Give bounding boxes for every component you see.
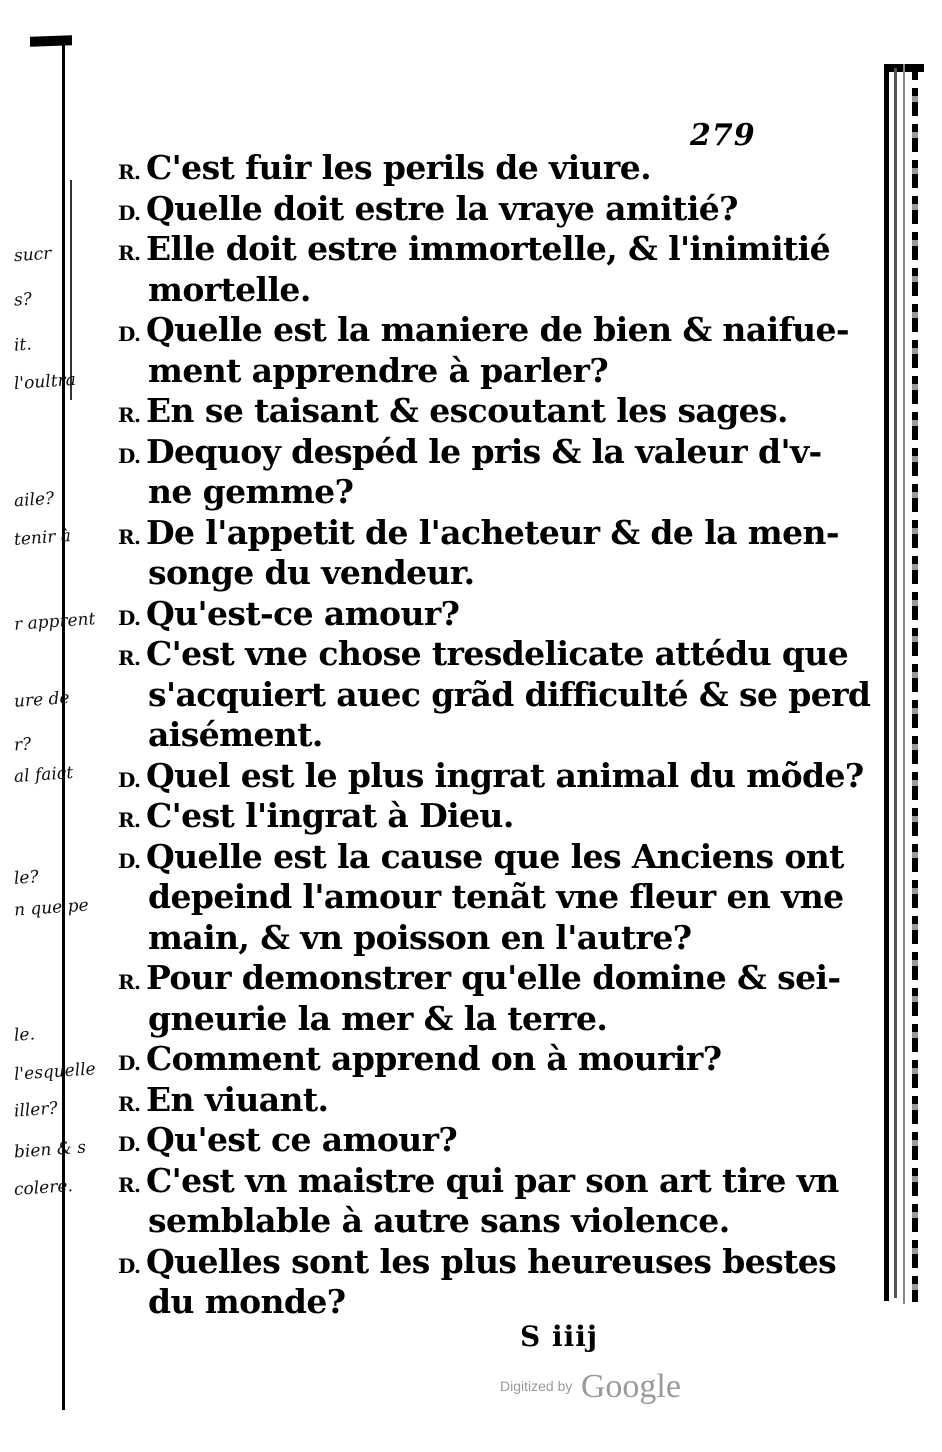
bleed-fragment: sucr [13, 243, 52, 267]
bleed-fragment: r apprent [13, 609, 97, 635]
line-text: ne gemme? [148, 472, 354, 511]
bleed-fragment: bien & s [13, 1137, 87, 1163]
text-line [118, 229, 831, 270]
page-edge-right-4 [912, 66, 918, 1302]
line-text: Quel est le plus ingrat animal du mõde? [146, 755, 864, 795]
answer-marker: R. [118, 1091, 141, 1116]
question-marker: D. [118, 200, 141, 225]
line-text: Quelles sont les plus heureuses bestes [146, 1241, 837, 1281]
text-line [118, 1282, 768, 1323]
text-line [118, 594, 768, 635]
line-text: semblable à autre sans violence. [148, 1201, 730, 1240]
line-text: Elle doit estre immortelle, & l'inimitié [146, 229, 831, 268]
text-line [118, 1120, 768, 1161]
text-line [118, 715, 768, 756]
line-text: Qu'est-ce amour? [146, 593, 460, 633]
page-edge-top [30, 35, 72, 46]
bleed-fragment: iller? [13, 1098, 59, 1122]
line-text: Qu'est ce amour? [146, 1120, 458, 1159]
binding-shadow [70, 180, 72, 400]
text-line [118, 553, 768, 594]
line-text: s'acquiert auec grãd difficulté & se perd [148, 674, 871, 714]
line-text: aisément. [148, 715, 323, 754]
question-marker: D. [118, 848, 141, 873]
bleed-fragment: le. [13, 1024, 36, 1046]
bleed-fragment: al faict [13, 762, 74, 788]
text-line [118, 634, 849, 675]
body-text [118, 148, 871, 1323]
line-text: Pour demonstrer qu'elle domine & sei- [146, 958, 841, 997]
question-marker: D. [118, 1132, 141, 1156]
answer-marker: R. [118, 970, 141, 994]
watermark [500, 1368, 681, 1406]
answer-marker: R. [118, 646, 141, 670]
bleed-fragment: aile? [13, 488, 55, 512]
line-text: main, & vn poisson en l'autre? [148, 917, 692, 957]
text-line [118, 918, 768, 959]
page-edge-right [884, 66, 889, 1301]
question-marker: D. [118, 322, 141, 346]
answer-marker: R. [118, 160, 141, 184]
question-marker: D. [118, 1253, 141, 1278]
watermark-brand: Google [580, 1368, 681, 1405]
line-text: mortelle. [148, 269, 311, 309]
text-line [118, 310, 850, 351]
bleed-fragment: it. [13, 334, 33, 356]
text-line [118, 148, 768, 189]
line-text: C'est l'ingrat à Dieu. [146, 796, 514, 835]
signature-mark: S iiij [520, 1320, 599, 1353]
line-text: gneurie la mer & la terre. [148, 998, 608, 1038]
text-line [118, 836, 844, 878]
text-line [118, 796, 768, 837]
text-line [118, 431, 822, 473]
answer-marker: R. [118, 403, 141, 427]
page-edge-right-2 [894, 68, 897, 1298]
text-line [118, 1201, 768, 1242]
line-text: Quelle doit estre la vraye amitié? [146, 188, 738, 228]
bleed-fragment: r? [13, 734, 32, 756]
text-line [118, 1160, 839, 1202]
text-line [118, 391, 788, 432]
bleed-fragment: ure de [13, 688, 71, 712]
bleed-fragment: s? [13, 289, 33, 311]
bleed-fragment: le? [13, 867, 40, 889]
line-text: depeind l'amour tenãt vne fleur en vne [148, 877, 844, 916]
line-text: du monde? [148, 1282, 346, 1321]
question-marker: D. [118, 443, 141, 468]
text-line [118, 999, 768, 1040]
text-line [118, 351, 768, 392]
line-text: ment apprendre à parler? [148, 350, 609, 390]
line-text: En viuant. [146, 1079, 329, 1119]
bleed-fragment: colere. [13, 1175, 74, 1201]
question-marker: D. [118, 1051, 141, 1075]
text-line [118, 1039, 768, 1080]
text-line [118, 1080, 768, 1121]
page-edge-right-3 [903, 64, 905, 1304]
bleed-fragment: tenir à [13, 526, 72, 550]
binding-edge [62, 40, 65, 1410]
watermark-prefix: Digitized by [500, 1378, 573, 1394]
line-text: Comment apprend on à mourir? [146, 1039, 722, 1078]
answer-marker: R. [118, 1172, 141, 1197]
text-line [118, 512, 839, 554]
text-line [118, 270, 768, 311]
line-text: C'est vne chose tresdelicate attédu que [146, 634, 849, 673]
answer-marker: R. [118, 524, 141, 549]
text-line [118, 877, 844, 918]
answer-marker: R. [118, 241, 141, 265]
text-line [118, 674, 871, 716]
line-text: C'est fuir les perils de viure. [146, 148, 652, 187]
line-text: De l'appetit de l'acheteur & de la men- [146, 512, 839, 552]
question-marker: D. [118, 605, 141, 630]
line-text: Quelle est la maniere de bien & naifue- [146, 310, 850, 349]
answer-marker: R. [118, 808, 141, 832]
text-line [118, 472, 768, 513]
text-line [118, 958, 841, 999]
line-text: En se taisant & escoutant les sages. [146, 391, 788, 430]
line-text: Quelle est la cause que les Anciens ont [146, 836, 844, 876]
text-line [118, 755, 864, 797]
bleed-fragment: n que pe [13, 895, 90, 921]
text-line [118, 1241, 837, 1283]
line-text: C'est vn maistre qui par son art tire vn [146, 1160, 839, 1200]
line-text: Dequoy despéd le pris & la valeur d'v- [146, 431, 822, 471]
text-line [118, 189, 768, 230]
bleed-fragment: l'esquelle [13, 1059, 97, 1085]
bleed-fragment: l'oultra [13, 369, 77, 395]
line-text: songe du vendeur. [148, 553, 475, 592]
question-marker: D. [118, 767, 141, 792]
page-number: 279 [690, 118, 756, 153]
